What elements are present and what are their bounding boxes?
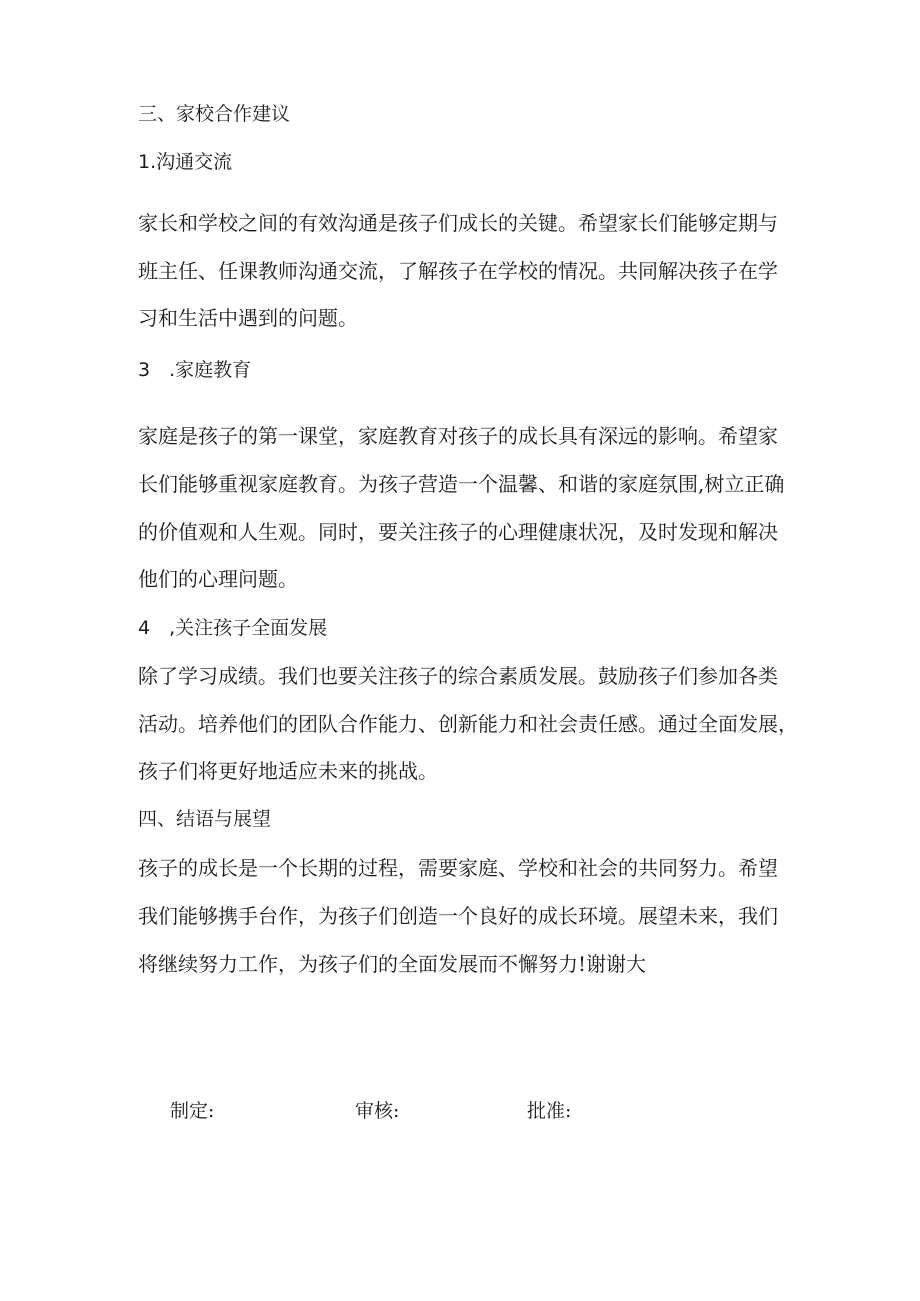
item-1-line-1: 家长和学校之间的有效沟通是孩子们成长的关键。希望家长们能够定期与 — [138, 211, 778, 235]
item-4-line-3: 孩子们将更好地适应未来的挑战。 — [138, 759, 438, 783]
item-4-title: 4 ,关注孩子全面发展 — [138, 617, 328, 639]
signature-made-label: 制定: — [170, 1100, 215, 1122]
item-1-title: 1.沟通交流 — [138, 151, 233, 173]
item-3-line-1: 家庭是孩子的第一课堂，家庭教育对孩子的成长具有深远的影响。希望家 — [138, 424, 778, 448]
item-3-line-4: 他们的心理问题。 — [138, 567, 298, 591]
section-3-heading: 三、家校合作建议 — [138, 103, 291, 125]
signature-approved-label: 批准: — [527, 1100, 572, 1122]
section-4-heading: 四、结语与展望 — [138, 808, 272, 830]
signature-reviewed-label: 审核: — [355, 1100, 400, 1122]
item-4-line-2: 活动。培养他们的团队合作能力、创新能力和社会责任感。通过全面发展， — [138, 712, 798, 736]
item-3-title: 3 .家庭教育 — [138, 359, 252, 381]
section-4-line-2: 我们能够携手台作，为孩子们创造一个良好的成长环境。展望未来，我们 — [138, 904, 778, 928]
section-4-line-3: 将继续努力工作，为孩子们的全面发展而不懈努力!谢谢大 — [138, 952, 647, 976]
item-1-line-3: 习和生活中遇到的问题。 — [138, 306, 358, 330]
item-3-line-2: 长们能够重视家庭教育。为孩子营造一个温馨、和谐的家庭氛围,树立正确 — [138, 472, 785, 496]
section-4-line-1: 孩子的成长是一个长期的过程，需要家庭、学校和社会的共同努力。希望 — [138, 856, 778, 880]
item-4-line-1: 除了学习成绩。我们也要关注孩子的综合素质发展。鼓励孩子们参加各类 — [138, 664, 778, 688]
item-1-line-2: 班主任、任课教师沟通交流，了解孩子在学校的情况。共同解决孩子在学 — [138, 259, 778, 283]
item-3-line-3: 的价值观和人生观。同时，要关注孩子的心理健康状况，及时发现和解决 — [138, 520, 778, 544]
